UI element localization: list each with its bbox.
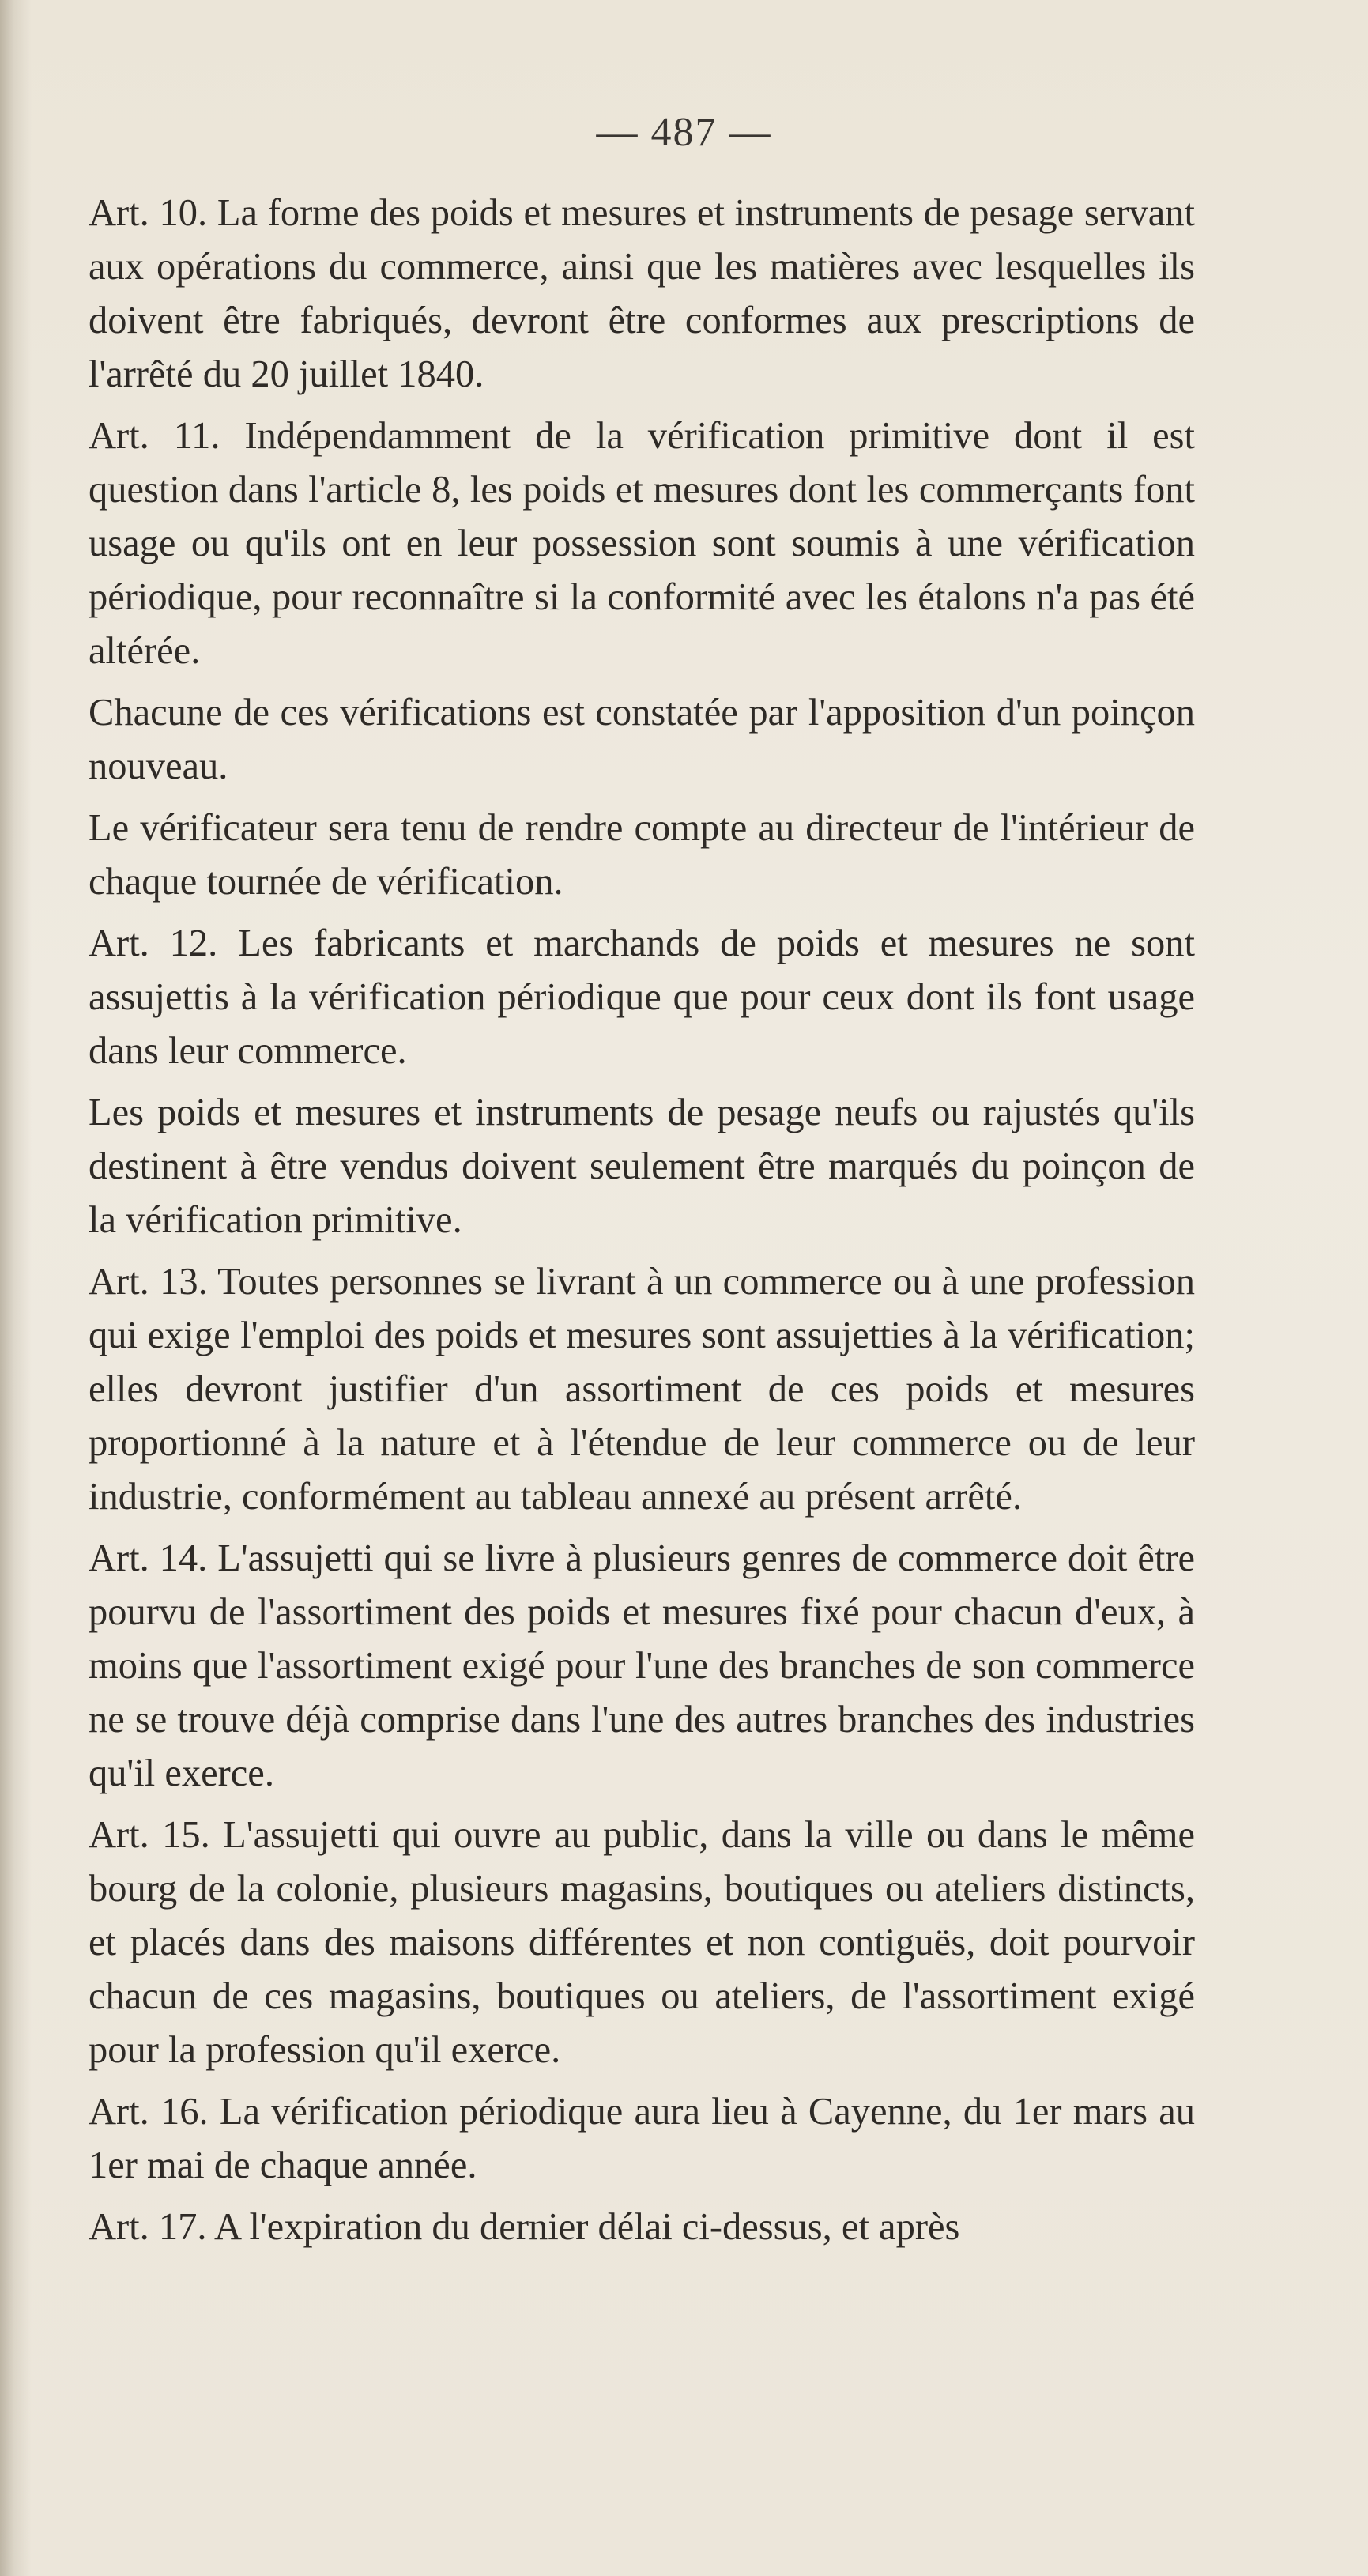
paragraph-art-11: Art. 11. Indépendamment de la vérification primitive dont il est question dans l'article 8, les poids et mesures dont les commerçants font usage ou qu'ils ont en leur possession sont soumis à une vérification périodique, pour reconnaître si la conformité avec les étalons n'a pas été altérée. (89, 415, 1195, 672)
paragraph-art-13: Art. 13. Toutes personnes se livrant à un commerce ou à une profession qui exige l'emploi des poids et mesures sont assujetties à la vérification; elles devront justifier d'un assortiment de ces poids et mesures proportionné à la nature et à l'étendue de leur commerce ou de leur industrie, conformément au tableau annexé au présent arrêté. (89, 1261, 1195, 1518)
paragraph-art-10: Art. 10. La forme des poids et mesures et instruments de pesage servant aux opérations du commerce, ainsi que les matières avec lesquelles ils doivent être fabriqués, devront être conformes aux prescriptions de l'arrêté du 20 juillet 1840. (89, 192, 1195, 395)
paragraph-art-17: Art. 17. A l'expiration du dernier délai ci-dessus, et après (89, 2206, 960, 2248)
paragraph-art-14: Art. 14. L'assujetti qui se livre à plusieurs genres de commerce doit être pourvu de l'assortiment des poids et mesures fixé pour chacun d'eux, à moins que l'assortiment exigé pour l'une des branches de son commerce ne se trouve déjà comprise dans l'une des autres branches des industries qu'il exerce. (89, 1537, 1195, 1794)
paragraph-art-12: Art. 12. Les fabricants et marchands de poids et mesures ne sont assujettis à la vérification périodique que pour ceux dont ils font usage dans leur commerce. (89, 922, 1195, 1072)
paragraph-art-16: Art. 16. La vérification périodique aura lieu à Cayenne, du 1er mars au 1er mai de chaque année. (89, 2091, 1195, 2186)
paragraph-art-15: Art. 15. L'assujetti qui ouvre au public, dans la ville ou dans le même bourg de la colonie, plusieurs magasins, boutiques ou ateliers distincts, et placés dans des maisons différentes et non contiguës, doit pourvoir chacun de ces magasins, boutiques ou ateliers, de l'assortiment exigé pour la profession qu'il exerce. (89, 1814, 1195, 2071)
paragraph-art-12-neufs: Les poids et mesures et instruments de pesage neufs ou rajustés qu'ils destinent à être vendus doivent seulement être marqués du poinçon de la vérification primitive. (89, 1092, 1195, 1241)
paragraph-art-11-poincon: Chacune de ces vérifications est constatée par l'apposition d'un poinçon nouveau. (89, 692, 1195, 787)
text-body (89, 187, 1195, 2262)
paragraph-art-11-verificateur: Le vérificateur sera tenu de rendre compte au directeur de l'intérieur de chaque tournée de vérification. (89, 807, 1195, 903)
page-number: — 487 — (596, 110, 772, 155)
